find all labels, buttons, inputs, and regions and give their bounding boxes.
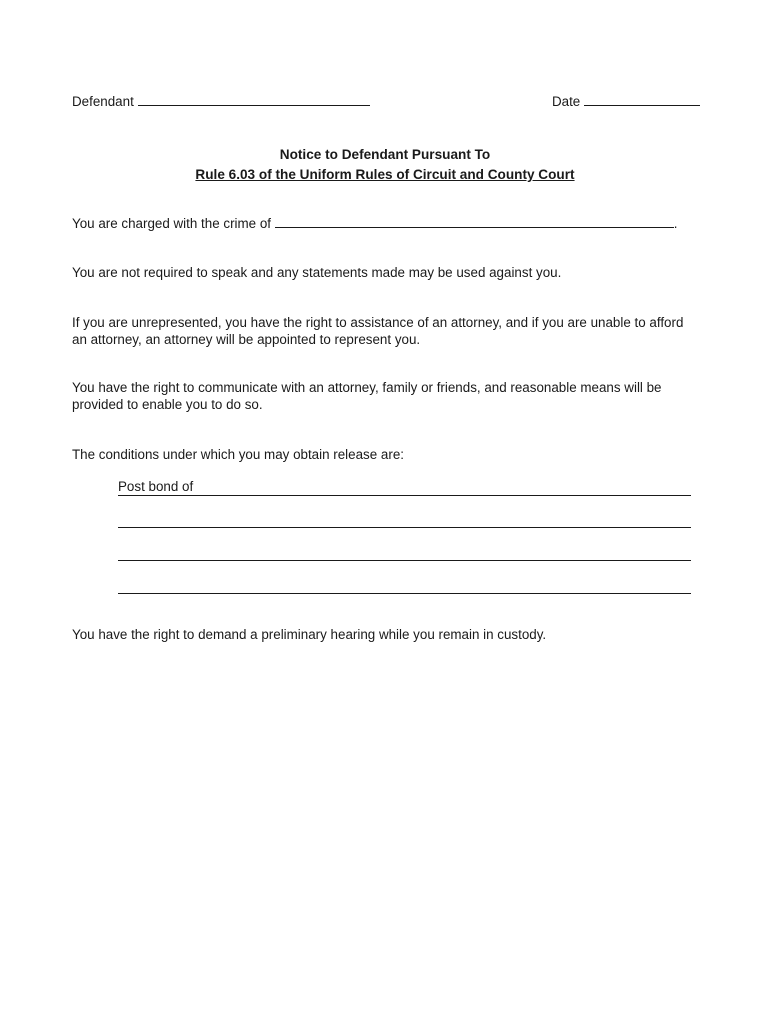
title-line-1: Notice to Defendant Pursuant To (279, 147, 491, 162)
release-condition-line-2[interactable] (118, 509, 691, 528)
date-label: Date (551, 94, 581, 109)
release-condition-line-1[interactable] (118, 477, 691, 496)
notice-title (0, 145, 770, 185)
defendant-label: Defendant (72, 94, 134, 109)
right-to-counsel-paragraph: If you are unrepresented, you have the right to assistance of an attorney, and if you are unable to afford an attorney, an attorney will be appointed to represent you. (72, 315, 684, 347)
crime-blank-line[interactable] (275, 215, 674, 228)
release-condition-line-3[interactable] (118, 542, 691, 561)
header-row (72, 93, 700, 111)
defendant-blank-line[interactable] (138, 93, 370, 106)
charge-period: . (673, 216, 678, 231)
right-to-communicate-paragraph: You have the right to communicate with an attorney, family or friends, and reasonable means will be provided to enable you to do so. (72, 380, 662, 412)
date-blank-line[interactable] (584, 93, 700, 106)
release-conditions-intro: The conditions under which you may obtain release are: (72, 447, 404, 462)
preliminary-hearing-paragraph: You have the right to demand a preliminary hearing while you remain in custody. (72, 627, 547, 642)
right-to-silence-paragraph: You are not required to speak and any statements made may be used against you. (72, 265, 562, 280)
defendant-field[interactable] (72, 93, 370, 109)
release-condition-line-4[interactable] (118, 575, 691, 594)
date-field[interactable] (552, 93, 700, 109)
charge-statement (72, 215, 700, 232)
post-bond-label: Post bond of (118, 479, 194, 494)
charge-label: You are charged with the crime of (72, 216, 271, 231)
title-line-2: Rule 6.03 of the Uniform Rules of Circuit and County Court (195, 167, 575, 182)
